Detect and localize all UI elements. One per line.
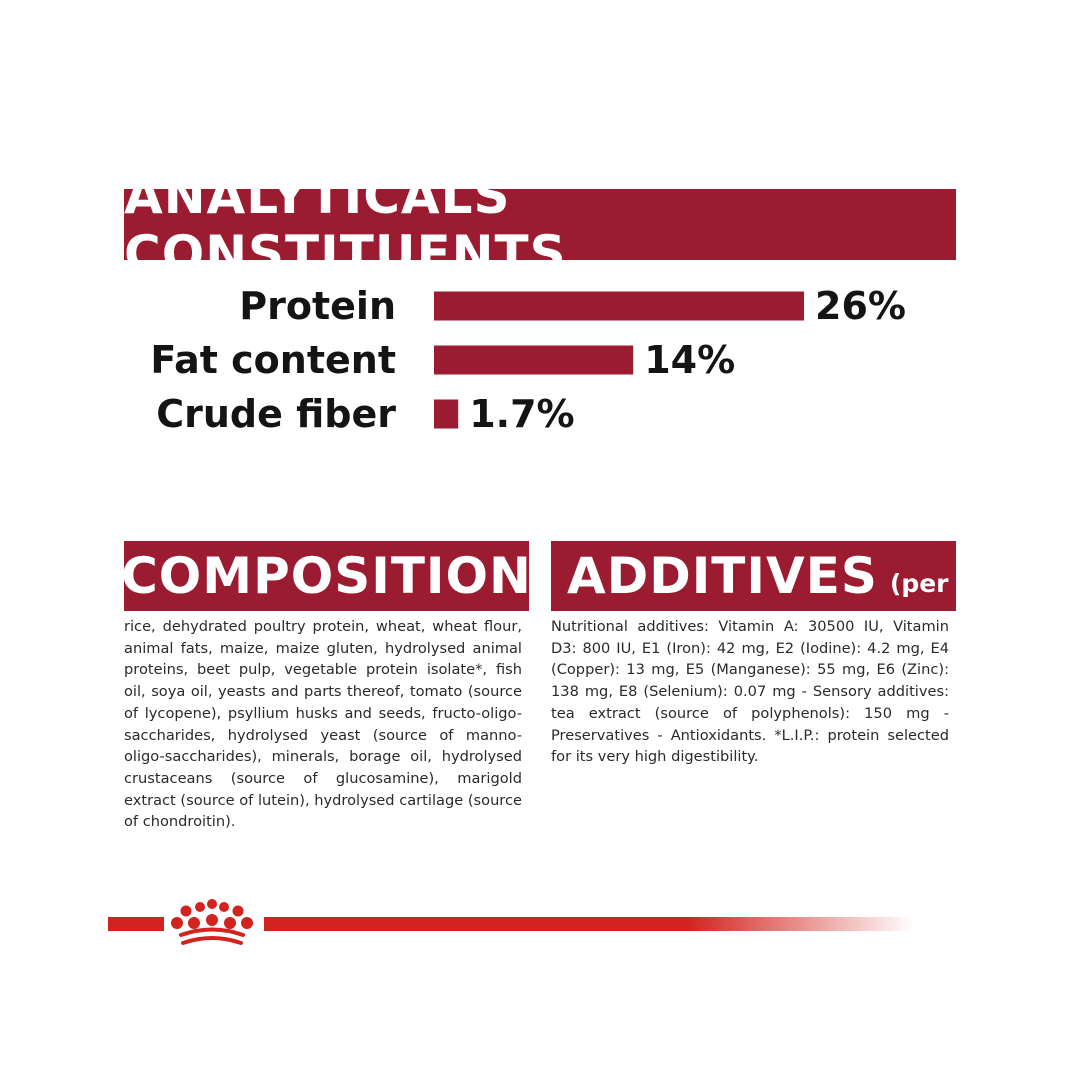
composition-title: COMPOSITION: [121, 547, 532, 605]
bar-value-label-2: 1.7%: [469, 392, 575, 436]
additives-subtitle: (per kg): [889, 568, 1004, 598]
crown-icon: [168, 898, 256, 948]
footer-stripe-right: [264, 917, 914, 931]
analytical-constituents-title: ANALYTICALS CONSTITUENTS: [124, 166, 567, 283]
bar-label-2: Crude fiber: [156, 392, 396, 436]
additives-text: Nutritional additives: Vitamin A: 30500 IU, Vitamin D3: 800 IU, E1 (Iron): 42 mg, E2 (Iodine): 4.2 mg, E4 (Copper): 13 mg, E5 (Manganese): 55 mg, E6 (Zinc): 138 mg, E8 (Selenium): 0.07 mg - Sensory additives: tea extract (source of polyphenols): 150 mg - Preservatives - Antioxidants. *L.I.P.: protein selected for its very high digestibility.: [551, 618, 949, 766]
bar-label-0: Protein: [239, 284, 396, 328]
composition-banner: [121, 541, 532, 611]
bar-value-label-1: 14%: [644, 338, 736, 382]
bar-2: [434, 400, 458, 429]
bar-0: [434, 292, 804, 321]
footer-stripe-left: [108, 917, 164, 931]
bar-value-label-0: 26%: [815, 284, 906, 328]
composition-text: rice, dehydrated poultry protein, wheat, wheat flour, animal fats, maize, maize gluten, hydrolysed animal proteins, beet pulp, vegetable protein isolate*, fish oil, soya oil, yeasts and parts thereof, tomato (source of lycopene), psyllium husks and seeds, fructo-oligo-saccharides, hydrolysed yeast (source of manno-oligo-saccharides), minerals, borage oil, hydrolysed crustaceans (source of glucosamine), marigold extract (source of lutein), hydrolysed cartilage (source of chondroitin).: [124, 618, 522, 831]
additives-title: ADDITIVES: [567, 547, 878, 605]
analytical-constituents-banner: [124, 166, 956, 283]
bar-1: [434, 346, 633, 375]
analytical-bar-chart: [0, 270, 1080, 450]
additives-banner: [551, 541, 1004, 611]
bar-label-1: Fat content: [150, 338, 396, 382]
